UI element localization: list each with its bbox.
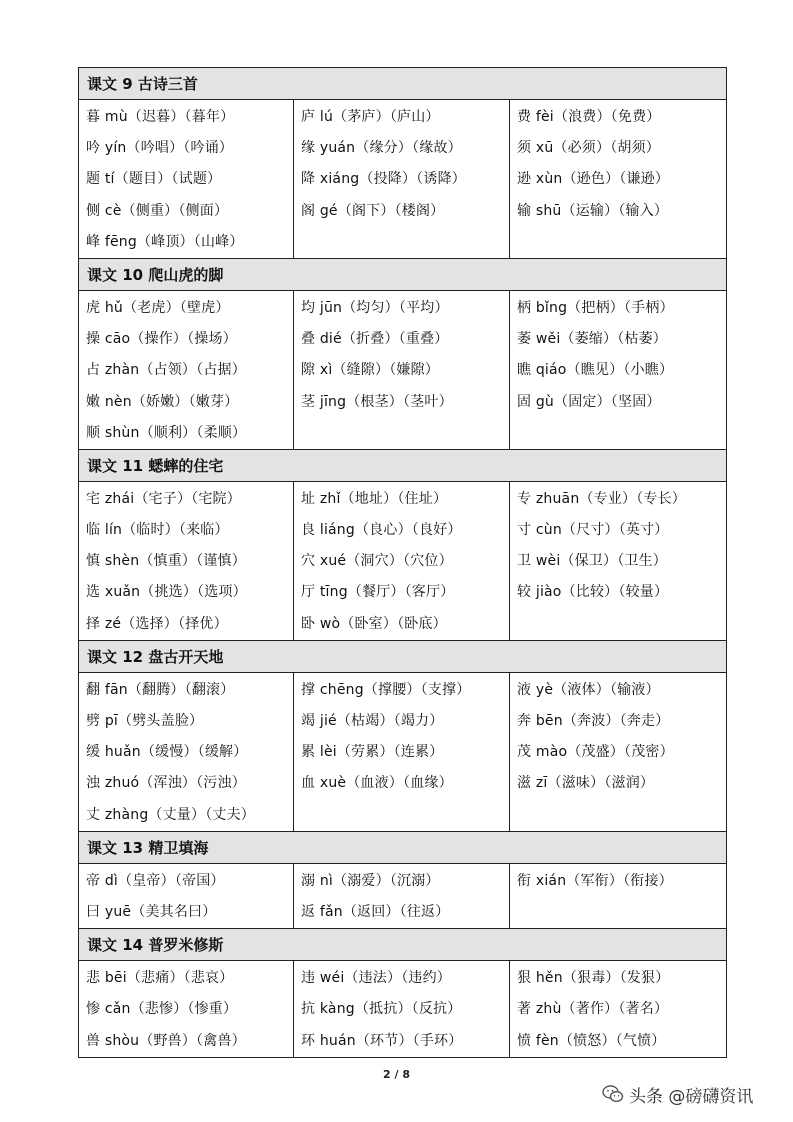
word-entry: 违 wéi（违法）（违约） bbox=[301, 970, 452, 987]
word-entry: 址 zhǐ（地址）（住址） bbox=[301, 490, 448, 507]
word-entry: 卧 wò（卧室）（卧底） bbox=[301, 615, 447, 632]
word-entry: 阁 gé（阁下）（楼阁） bbox=[301, 202, 445, 219]
lesson-title: 课文 9 古诗三首 bbox=[79, 68, 727, 100]
word-entry: 竭 jié（枯竭）（竭力） bbox=[301, 713, 444, 729]
word-entry: 奔 bēn（奔波）（奔走） bbox=[517, 713, 670, 729]
word-entry: 丈 zhàng（丈量）（丈夫） bbox=[86, 806, 256, 823]
word-column-cell bbox=[510, 672, 727, 831]
word-column-cell bbox=[294, 290, 510, 449]
word-entry: 帝 dì（皇帝）（帝国） bbox=[86, 872, 225, 889]
wechat-icon bbox=[601, 1082, 625, 1106]
word-entry: 暮 mù（迟暮）（暮年） bbox=[86, 109, 235, 125]
word-entry: 专 zhuān（专业）（专长） bbox=[517, 490, 686, 507]
word-entry: 兽 shòu（野兽）（禽兽） bbox=[86, 1032, 246, 1049]
word-entry: 翻 fān（翻腾）（翻滚） bbox=[86, 681, 235, 698]
word-column-cell bbox=[510, 863, 727, 928]
word-entry: 虎 hǔ（老虎）（壁虎） bbox=[86, 299, 230, 316]
word-entry: 输 shū（运输）（输入） bbox=[517, 202, 669, 219]
lesson-title: 课文 12 盘古开天地 bbox=[79, 640, 727, 672]
word-column-cell bbox=[79, 481, 294, 640]
word-column-cell bbox=[79, 863, 294, 928]
word-entry: 狠 hěn（狠毒）（发狠） bbox=[517, 970, 670, 987]
word-column-cell bbox=[294, 863, 510, 928]
word-column-cell bbox=[510, 481, 727, 640]
word-column-cell bbox=[294, 100, 510, 259]
word-entry: 隙 xì（缝隙）（嫌隙） bbox=[301, 362, 440, 379]
word-entry: 滋 zī（滋味）（滋润） bbox=[517, 775, 655, 792]
word-entry: 血 xuè（血液）（血缘） bbox=[301, 775, 453, 792]
word-entry: 返 fǎn（返回）（往返） bbox=[301, 903, 450, 920]
word-entry: 缘 yuán（缘分）（缘故） bbox=[301, 140, 462, 157]
lesson-title: 课文 13 精卫填海 bbox=[79, 831, 727, 863]
word-entry: 柄 bǐng（把柄）（手柄） bbox=[517, 299, 674, 316]
lesson-words-row bbox=[79, 672, 727, 831]
word-column-cell bbox=[79, 961, 294, 1058]
lesson-title: 课文 11 蟋蟀的住宅 bbox=[79, 449, 727, 481]
word-entry: 抗 kàng（抵抗）（反抗） bbox=[301, 1001, 462, 1018]
word-entry: 固 gù（固定）（坚固） bbox=[517, 393, 661, 410]
word-entry: 嫩 nèn（娇嫩）（嫩芽） bbox=[86, 393, 239, 410]
word-entry: 庐 lú（茅庐）（庐山） bbox=[301, 109, 440, 125]
word-column-cell bbox=[79, 100, 294, 259]
lesson-header-row bbox=[79, 640, 727, 672]
lesson-header-row bbox=[79, 449, 727, 481]
word-entry: 累 lèi（劳累）（连累） bbox=[301, 744, 444, 761]
lesson-words-row bbox=[79, 863, 727, 928]
word-entry: 题 tí（题目）（试题） bbox=[86, 171, 222, 188]
word-entry: 穴 xué（洞穴）（穴位） bbox=[301, 553, 453, 570]
word-entry: 操 cāo（操作）（操场） bbox=[86, 331, 237, 348]
word-entry: 悲 bēi（悲痛）（悲哀） bbox=[86, 970, 234, 987]
word-entry: 撑 chēng（撑腰）（支撑） bbox=[301, 681, 471, 698]
lesson-title: 课文 10 爬山虎的脚 bbox=[79, 258, 727, 290]
word-entry: 占 zhàn（占领）（占据） bbox=[86, 362, 246, 379]
word-entry: 选 xuǎn（挑选）（选项） bbox=[86, 584, 247, 601]
watermark-text: 头条 @磅礴资讯 bbox=[629, 1086, 754, 1107]
word-entry: 茂 mào（茂盛）（茂密） bbox=[517, 744, 674, 761]
word-column-cell bbox=[510, 961, 727, 1058]
word-entry: 液 yè（液体）（输液） bbox=[517, 681, 660, 698]
word-column-cell bbox=[79, 290, 294, 449]
word-entry: 降 xiáng（投降）（诱降） bbox=[301, 171, 466, 188]
word-entry: 良 liáng（良心）（良好） bbox=[301, 522, 462, 539]
page-number: 2 / 8 bbox=[383, 1068, 410, 1081]
word-entry: 叠 dié（折叠）（重叠） bbox=[301, 331, 449, 348]
word-entry: 顺 shùn（顺利）（柔顺） bbox=[86, 424, 247, 441]
word-entry: 慎 shèn（慎重）（谨慎） bbox=[86, 553, 246, 570]
word-column-cell bbox=[294, 672, 510, 831]
word-entry: 择 zé（选择）（择优） bbox=[86, 615, 228, 632]
word-entry: 衔 xián（军衔）（衔接） bbox=[517, 872, 673, 889]
word-entry: 愤 fèn（愤怒）（气愤） bbox=[517, 1032, 666, 1049]
word-entry: 峰 fēng（峰顶）（山峰） bbox=[86, 233, 244, 250]
word-entry: 须 xū（必须）（胡须） bbox=[517, 140, 661, 157]
word-entry: 逊 xùn（逊色）（谦逊） bbox=[517, 171, 670, 188]
word-entry: 均 jūn（均匀）（平均） bbox=[301, 299, 449, 316]
word-column-cell bbox=[294, 961, 510, 1058]
word-column-cell bbox=[294, 481, 510, 640]
lesson-words-row bbox=[79, 481, 727, 640]
word-entry: 瞧 qiáo（瞧见）（小瞧） bbox=[517, 362, 674, 379]
lesson-header-row bbox=[79, 929, 727, 961]
word-entry: 卫 wèi（保卫）（卫生） bbox=[517, 553, 668, 570]
word-entry: 侧 cè（侧重）（侧面） bbox=[86, 202, 229, 219]
word-entry: 临 lín（临时）（来临） bbox=[86, 522, 229, 539]
lesson-words-row bbox=[79, 100, 727, 259]
word-entry: 厅 tīng（餐厅）（客厅） bbox=[301, 584, 455, 601]
word-entry: 茎 jīng（根茎）（茎叶） bbox=[301, 393, 453, 410]
word-entry: 环 huán（环节）（手环） bbox=[301, 1032, 463, 1049]
lesson-header-row bbox=[79, 258, 727, 290]
word-column-cell bbox=[510, 290, 727, 449]
word-entry: 吟 yín（吟唱）（吟诵） bbox=[86, 140, 234, 157]
word-entry: 著 zhù（著作）（著名） bbox=[517, 1001, 669, 1018]
word-entry: 宅 zhái（宅子）（宅院） bbox=[86, 490, 241, 507]
word-entry: 萎 wěi（萎缩）（枯萎） bbox=[517, 331, 668, 348]
word-entry: 曰 yuē（美其名曰） bbox=[86, 903, 217, 920]
lesson-header-row bbox=[79, 68, 727, 100]
word-column-cell bbox=[79, 672, 294, 831]
word-entry: 劈 pī（劈头盖脸） bbox=[86, 713, 204, 729]
watermark bbox=[601, 1080, 786, 1108]
word-entry: 惨 cǎn（悲惨）（惨重） bbox=[86, 1001, 238, 1018]
word-entry: 浊 zhuó（浑浊）（污浊） bbox=[86, 775, 246, 792]
word-entry: 较 jiào（比较）（较量） bbox=[517, 584, 669, 601]
word-entry: 寸 cùn（尺寸）（英寸） bbox=[517, 522, 669, 539]
lesson-header-row bbox=[79, 831, 727, 863]
word-entry: 缓 huǎn（缓慢）（缓解） bbox=[86, 744, 248, 761]
lesson-words-row bbox=[79, 961, 727, 1058]
word-column-cell bbox=[510, 100, 727, 259]
vocabulary-table bbox=[78, 67, 727, 1058]
word-entry: 溺 nì（溺爱）（沉溺） bbox=[301, 872, 440, 889]
lesson-title: 课文 14 普罗米修斯 bbox=[79, 929, 727, 961]
lesson-words-row bbox=[79, 290, 727, 449]
word-entry: 费 fèi（浪费）（免费） bbox=[517, 109, 661, 125]
